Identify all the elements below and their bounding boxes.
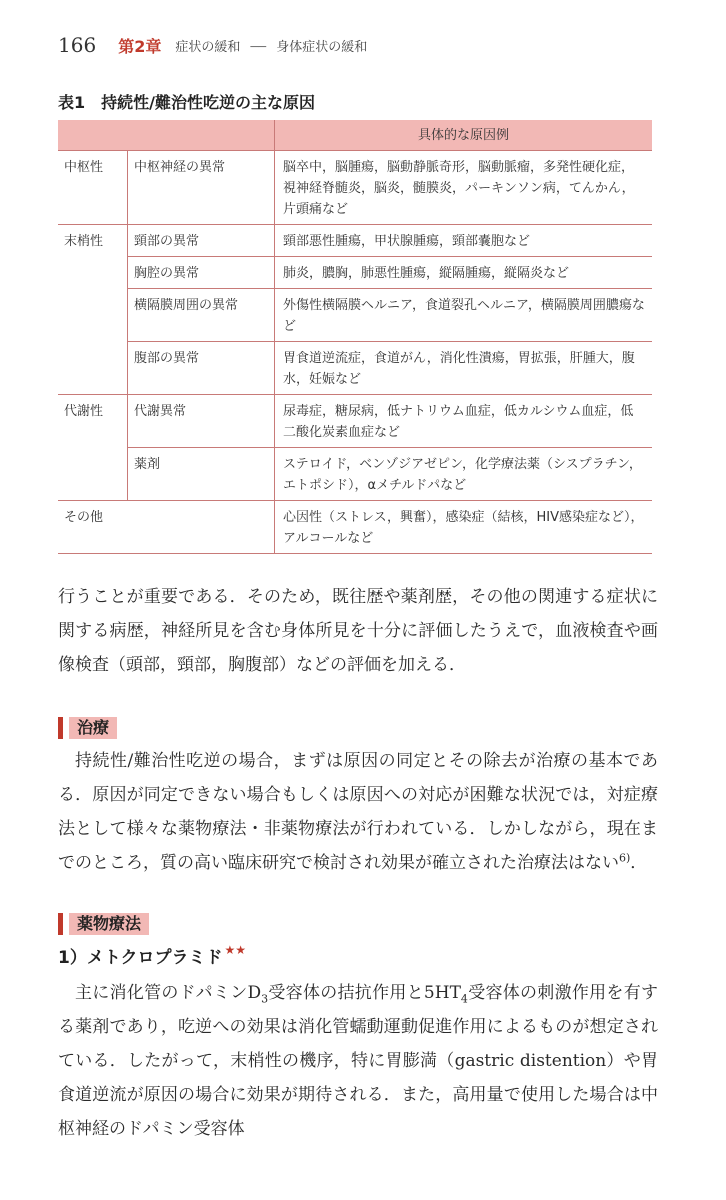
- subcategory-cell: 腹部の異常: [128, 342, 275, 395]
- heading-bar: [58, 913, 63, 935]
- subcategory-cell: 横隔膜周囲の異常: [128, 289, 275, 342]
- header-dash: ──: [250, 39, 267, 55]
- subcategory-cell: 頸部の異常: [128, 225, 275, 257]
- reference-mark: 6): [619, 851, 631, 865]
- subcategory-cell: 薬剤: [128, 448, 275, 501]
- rating-stars: ★★: [224, 943, 247, 957]
- table-header-row: [58, 120, 652, 151]
- section-heading-treatment: [58, 716, 117, 740]
- category-cell: 末梢性: [58, 225, 128, 395]
- examples-cell: 肺炎，膿胸，肺悪性腫瘍，縦隔腫瘍，縦隔炎など: [275, 257, 653, 289]
- table-row: [58, 289, 652, 342]
- chapter-label: 第2章: [118, 36, 162, 56]
- subsection-title: 身体症状の緩和: [276, 39, 368, 55]
- table-row: [58, 225, 652, 257]
- examples-cell: ステロイド，ベンゾジアゼピン，化学療法薬（シスプラチン，エトポシド），αメチルドパなど: [275, 448, 653, 501]
- examples-cell: 心因性（ストレス，興奮），感染症（結核，HIV感染症など），アルコールなど: [275, 501, 653, 554]
- section-heading-drug-therapy: [58, 912, 149, 936]
- table-title: 表1 持続性/難治性吃逆の主な原因: [58, 93, 315, 112]
- table-row: [58, 342, 652, 395]
- chapter-subtitle: [175, 36, 367, 55]
- category-cell: 代謝性: [58, 395, 128, 501]
- heading-bar: [58, 717, 63, 739]
- item-heading: [58, 943, 246, 968]
- subcategory-cell: 中枢神経の異常: [128, 151, 275, 225]
- category-cell: 中枢性: [58, 151, 128, 225]
- subcategory-cell: 胸腔の異常: [128, 257, 275, 289]
- paragraph-text: 主に消化管のドパミンD: [75, 983, 262, 1003]
- heading-label: 薬物療法: [69, 913, 149, 935]
- causes-table: [58, 120, 652, 554]
- examples-cell: 外傷性横隔膜ヘルニア，食道裂孔ヘルニア，横隔膜周囲膿瘍など: [275, 289, 653, 342]
- category-cell: その他: [58, 501, 275, 554]
- paragraph: [58, 744, 658, 880]
- table-row: [58, 448, 652, 501]
- table-row: [58, 395, 652, 448]
- examples-cell: 頸部悪性腫瘍，甲状腺腫瘍，頸部嚢胞など: [275, 225, 653, 257]
- section-title: 症状の緩和: [175, 39, 241, 55]
- subcategory-cell: 代謝異常: [128, 395, 275, 448]
- examples-cell: 脳卒中，脳腫瘍，脳動静脈奇形，脳動脈瘤，多発性硬化症，視神経脊髄炎，脳炎，髄膜炎，パーキンソン病，てんかん，片頭痛など: [275, 151, 653, 225]
- examples-cell: 胃食道逆流症，食道がん，消化性潰瘍，胃拡張，肝腫大，腹水，妊娠など: [275, 342, 653, 395]
- page-number: 166: [58, 33, 97, 57]
- examples-cell: 尿毒症，糖尿病，低ナトリウム血症，低カルシウム血症，低二酸化炭素血症など: [275, 395, 653, 448]
- subscript: 3: [261, 992, 269, 1006]
- item-title: 1）メトクロプラミド: [58, 948, 223, 968]
- table-column-header: 具体的な原因例: [275, 120, 653, 151]
- paragraph-text: 持続性/難治性吃逆の場合，まずは原因の同定とその除去が治療の基本である．原因が同定できない場合もしくは原因への対応が困難な状況では，対症療法として様々な薬物療法・非薬物療法が行われている．しかしながら，現在までのところ，質の高い臨床研究で検討され効果が確立された治療法はない: [58, 751, 658, 873]
- paragraph-end: ．: [630, 853, 648, 873]
- table-row: [58, 501, 652, 554]
- table-header-blank: [58, 120, 275, 151]
- table-row: [58, 151, 652, 225]
- heading-label: 治療: [69, 717, 117, 739]
- paragraph: 行うことが重要である．そのため，既往歴や薬剤歴，その他の関連する症状に関する病歴，神経所見を含む身体所見を十分に評価したうえで，血液検査や画像検査（頭部，頸部，胸腹部）などの評価を加える．: [58, 587, 658, 675]
- running-header: [58, 30, 367, 60]
- paragraph: [58, 976, 658, 1146]
- paragraph-text: 受容体の拮抗作用と5HT: [268, 983, 461, 1003]
- table-row: [58, 257, 652, 289]
- subscript: 4: [460, 992, 468, 1006]
- paragraph-text: 受容体の刺激作用を有する薬剤であり，吃逆への効果は消化管蠕動運動促進作用によるものが想定されている．したがって，末梢性の機序，特に胃膨満（gastric distention）や胃食道逆流が原因の場合に効果が期待される．また，高用量で使用した場合は中枢神経のドパミン受容体: [58, 983, 658, 1139]
